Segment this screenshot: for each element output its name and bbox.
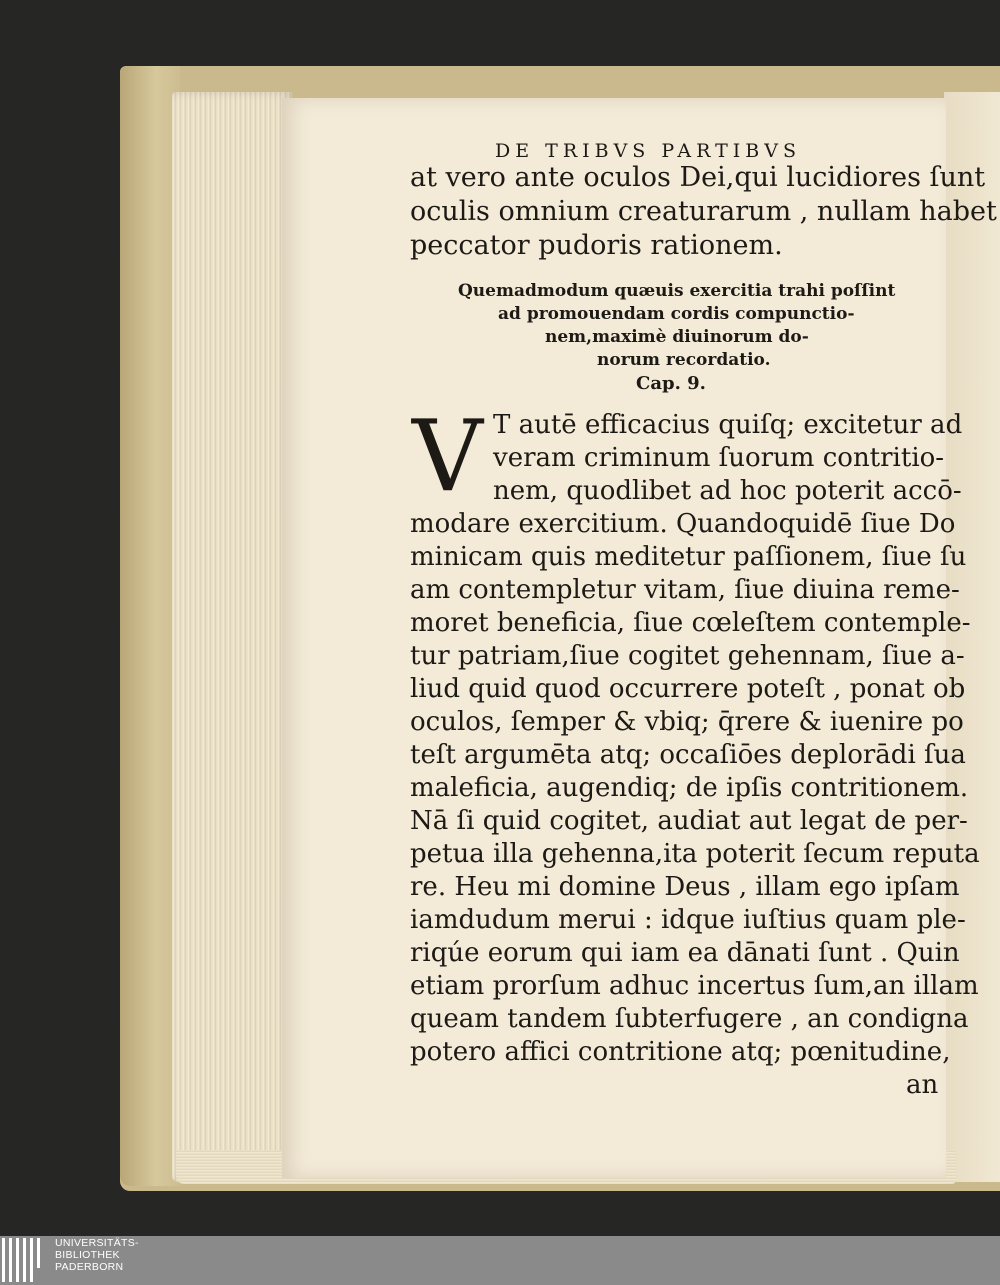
body-line: oculos, ſemper & vbiq; q̄rere & iuenire po bbox=[410, 707, 964, 737]
body-line: T autē efficacius quiſq; excitetur ad bbox=[493, 410, 963, 440]
body-line: Nā ſi quid cogitet, audiat aut legat de per- bbox=[410, 806, 968, 836]
body-line: modare exercitium. Quandoquidē ſiue Do bbox=[410, 509, 956, 539]
intro-line: oculis omnium creaturarum , nullam habet bbox=[410, 196, 997, 227]
intro-line: at vero ante oculos Dei,qui lucidiores ſunt bbox=[410, 162, 986, 193]
body-line: etiam prorſum adhuc incertus ſum,an illam bbox=[410, 971, 979, 1001]
drop-initial: V bbox=[412, 400, 483, 514]
body-line: moret beneficia, ſiue cœleſtem contemple- bbox=[410, 608, 971, 638]
body-line: riqúe eorum qui iam ea dānati ſunt . Quin bbox=[410, 938, 960, 968]
logo-text-line: PADERBORN bbox=[55, 1261, 124, 1273]
logo-text-line: UNIVERSITÄTS- bbox=[55, 1237, 139, 1249]
body-line: tur patriam,ſiue cogitet gehennam, ſiue a- bbox=[410, 641, 965, 671]
chapter-heading-line: Quemadmodum quæuis exercitia trahi poſſint bbox=[458, 281, 896, 301]
body-line: teſt argumēta atq; occaſiōes deplorādi ſua bbox=[410, 740, 966, 770]
chapter-label: Cap. 9. bbox=[636, 373, 706, 394]
body-line: minicam quis meditetur paſſionem, ſiue ſu bbox=[410, 542, 967, 572]
body-line: queam tandem ſubterfugere , an condigna bbox=[410, 1004, 969, 1034]
logo-text-line: BIBLIOTHEK bbox=[55, 1249, 120, 1261]
footer-bar bbox=[0, 1236, 1000, 1285]
chapter-heading-line: norum recordatio. bbox=[597, 350, 771, 370]
catchword: an bbox=[906, 1070, 939, 1100]
body-line: petua illa gehenna,ita poterit ſecum reputa bbox=[410, 839, 980, 869]
chapter-heading-line: nem,maximè diuinorum do- bbox=[545, 327, 809, 347]
page-stack-left bbox=[172, 92, 292, 1182]
chapter-heading-line: ad promouendam cordis compunctio- bbox=[498, 304, 855, 324]
body-line: nem, quodlibet ad hoc poterit accō- bbox=[493, 476, 962, 506]
body-line: iamdudum merui : idque iuſtius quam ple- bbox=[410, 905, 966, 935]
vellum-cover-edge bbox=[120, 66, 180, 1186]
body-line: potero affici contritione atq; pœnitudine, bbox=[410, 1037, 951, 1067]
body-line: maleficia, augendiq; de ipſis contritionem. bbox=[410, 773, 969, 803]
body-line: am contempletur vitam, ſiue diuina reme- bbox=[410, 575, 960, 605]
body-line: liud quid quod occurrere poteſt , ponat ob bbox=[410, 674, 966, 704]
library-logo-icon bbox=[2, 1238, 48, 1282]
body-line: re. Heu mi domine Deus , illam ego ipſam bbox=[410, 872, 960, 902]
body-line: veram criminum ſuorum contritio- bbox=[493, 443, 945, 473]
running-head: DE TRIBVS PARTIBVS bbox=[495, 140, 801, 162]
intro-line: peccator pudoris rationem. bbox=[410, 230, 783, 261]
